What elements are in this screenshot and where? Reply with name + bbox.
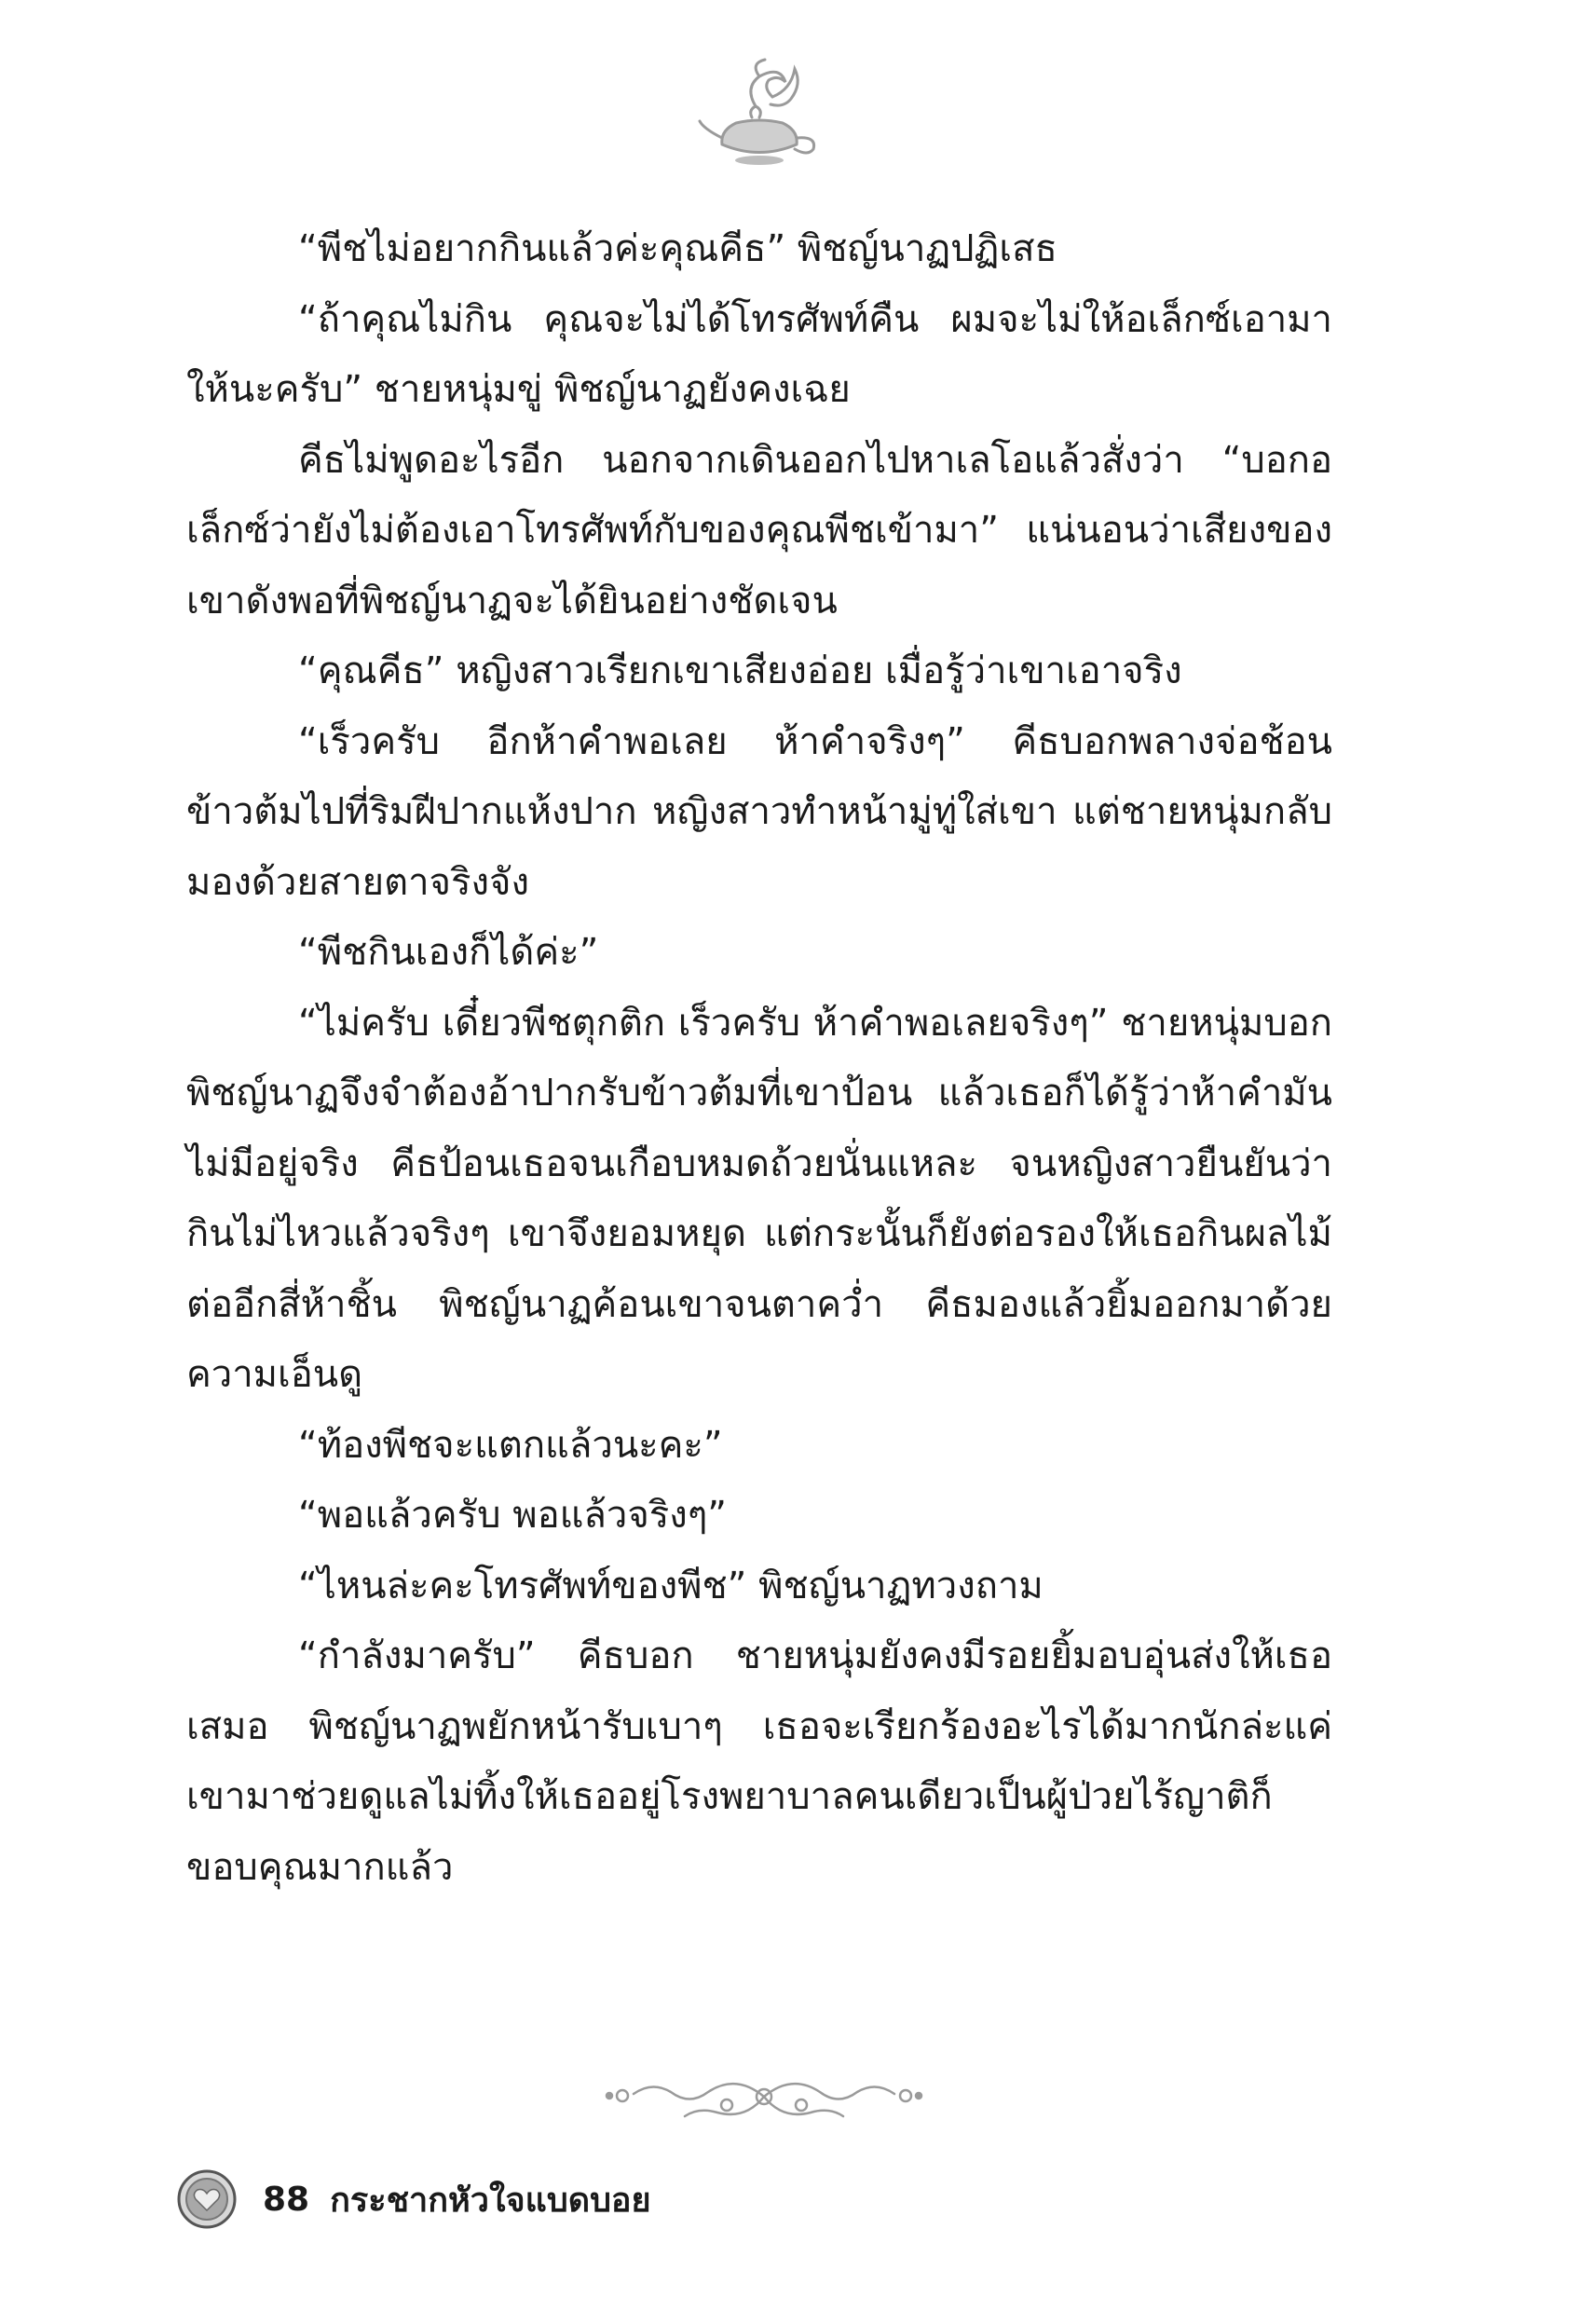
heart-emblem-icon: [177, 2169, 237, 2229]
paragraph: “พีชกินเองก็ได้ค่ะ”: [298, 931, 599, 974]
paragraph: “พอแล้วครับ พอแล้วจริงๆ”: [298, 1494, 728, 1537]
genie-lamp-icon: [694, 56, 825, 168]
book-title: กระชากหัวใจแบดบอย: [330, 2181, 651, 2220]
paragraph: “กำลังมาครับ” คีธบอก ชายหนุ่มยังคงมีรอยยิ้มอบอุ่นส่งให้เธอเสมอ พิชญ์นาฏพยักหน้ารับเบาๆ เธอจะเรียกร้องอะไรได้มากนักล่ะแค่เขามาช่วยดูแลไม่ทิ้งให้เธออยู่โรงพยาบาลคนเดียวเป็นผู้ป่วยไร้ญาติก็ขอบคุณมากแล้ว: [186, 1634, 1332, 1889]
page-footer: [177, 2162, 651, 2236]
floral-divider-icon: [596, 2064, 932, 2129]
paragraph: “ไหนล่ะคะโทรศัพท์ของพีช” พิชญ์นาฏทวงถาม: [298, 1564, 1044, 1607]
paragraph: คีธไม่พูดอะไรอีก นอกจากเดินออกไปหาเลโอแล้วสั่งว่า “บอกอเล็กซ์ว่ายังไม่ต้องเอาโทรศัพท์กับของคุณพีชเข้ามา” แน่นอนว่าเสียงของเขาดังพอที่พิชญ์นาฏจะได้ยินอย่างชัดเจน: [186, 438, 1332, 622]
paragraph: “คุณคีธ” หญิงสาวเรียกเขาเสียงอ่อย เมื่อรู้ว่าเขาเอาจริง: [298, 650, 1182, 692]
chapter-text: [186, 214, 1332, 1903]
paragraph: “ถ้าคุณไม่กิน คุณจะไม่ได้โทรศัพท์คืน ผมจะไม่ให้อเล็กซ์เอามาให้นะครับ” ชายหนุ่มขู่ พิชญ์นาฏยังคงเฉย: [186, 297, 1332, 411]
paragraph: “เร็วครับ อีกห้าคำพอเลย ห้าคำจริงๆ” คีธบอกพลางจ่อช้อนข้าวต้มไปที่ริมฝีปากแห้งปาก หญิงสาวทำหน้ามู่ทู่ใส่เขา แต่ชายหนุ่มกลับมองด้วยสายตาจริงจัง: [186, 719, 1332, 904]
paragraph: “ท้องพีชจะแตกแล้วนะคะ”: [298, 1423, 723, 1467]
paragraph: “ไม่ครับ เดี๋ยวพีชตุกติก เร็วครับ ห้าคำพอเลยจริงๆ” ชายหนุ่มบอก พิชญ์นาฏจึงจำต้องอ้าปากรับข้าวต้มที่เขาป้อน แล้วเธอก็ได้รู้ว่าห้าคำมันไม่มีอยู่จริง คีธป้อนเธอจนเกือบหมดถ้วยนั่นแหละ จนหญิงสาวยืนยันว่ากินไม่ไหวแล้วจริงๆ เขาจึงยอมหยุด แต่กระนั้นก็ยังต่อรองให้เธอกินผลไม้ต่ออีกสี่ห้าชิ้น พิชญ์นาฏค้อนเขาจนตาคว่ำ คีธมองแล้วยิ้มออกมาด้วยความเอ็นดู: [186, 1001, 1332, 1396]
page-number: 88: [263, 2180, 310, 2219]
paragraph: “พีชไม่อยากกินแล้วค่ะคุณคีธ” พิชญ์นาฏปฏิเสธ: [298, 227, 1057, 270]
